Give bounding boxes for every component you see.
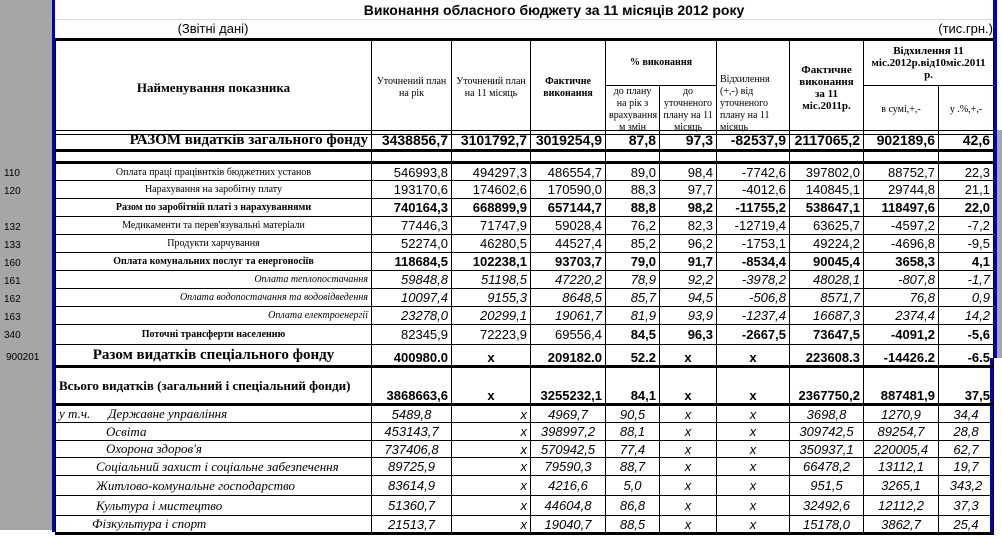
cell-value[interactable]: -4696,8 <box>864 235 939 253</box>
header-deviation[interactable]: Відхилення (+,-) від уточненого плану на 11 місяць <box>717 40 790 135</box>
cell-value[interactable]: 47220,2 <box>531 271 606 289</box>
cell-value[interactable]: 19061,7 <box>531 307 606 325</box>
row-label[interactable]: Разом видатків спеціального фонду <box>56 345 372 367</box>
row-label[interactable]: Оплата електроенергії <box>56 307 372 325</box>
breakdown-name: Державне управління <box>108 406 228 421</box>
cell-value[interactable]: 223608.3 <box>790 345 864 367</box>
cell-value[interactable]: -12719,4 <box>717 217 790 235</box>
cell-value[interactable]: 44527,4 <box>531 235 606 253</box>
cell-value[interactable]: x <box>717 441 790 458</box>
cell-value[interactable]: x <box>717 405 790 423</box>
cell-value[interactable]: 350937,1 <box>790 441 864 458</box>
cell-value[interactable]: 88,7 <box>606 458 660 476</box>
cell-value[interactable]: 90045,4 <box>790 253 864 271</box>
cell-value[interactable]: 5,0 <box>606 476 660 496</box>
cell-value[interactable]: 88,5 <box>606 516 660 534</box>
units-label: (тис.грн.) <box>938 21 993 36</box>
cell-value[interactable]: 3255232,1 <box>531 367 606 405</box>
cell-value[interactable]: 52.2 <box>606 345 660 367</box>
cell-value[interactable]: x <box>660 367 717 405</box>
cell-value[interactable]: 397802,0 <box>790 163 864 181</box>
cell-value[interactable]: 209182.0 <box>531 345 606 367</box>
cell-value[interactable]: x <box>717 476 790 496</box>
empty-cell[interactable] <box>660 151 717 163</box>
cell-value[interactable]: x <box>660 441 717 458</box>
cell-value[interactable]: x <box>452 476 531 496</box>
cell-value[interactable]: x <box>717 496 790 516</box>
cell-value[interactable]: 34,4 <box>939 405 994 423</box>
header-pct-group[interactable]: % виконання <box>606 40 717 86</box>
budget-code: 163 <box>4 312 21 323</box>
cell-value[interactable]: -1,7 <box>939 271 994 289</box>
row-label[interactable]: Разом по заробітній платі з нарахуваннями <box>56 199 372 217</box>
cell-value[interactable]: -807,8 <box>864 271 939 289</box>
cell-value[interactable]: 86,8 <box>606 496 660 516</box>
cell-value[interactable]: 42,6 <box>939 131 994 151</box>
cell-value[interactable]: 69556,4 <box>531 325 606 345</box>
cell-value[interactable]: 87,8 <box>606 131 660 151</box>
breakdown-row <box>56 405 994 423</box>
cell-value[interactable]: 494297,3 <box>452 163 531 181</box>
cell-value[interactable]: 93703,7 <box>531 253 606 271</box>
budget-code: 161 <box>4 276 21 287</box>
empty-cell[interactable] <box>56 151 372 163</box>
budget-code: 132 <box>4 222 21 233</box>
cell-value[interactable]: x <box>717 516 790 534</box>
cell-value[interactable]: 174602,6 <box>452 181 531 199</box>
cell-value[interactable]: 22,3 <box>939 163 994 181</box>
cell-value[interactable]: 8571,7 <box>790 289 864 307</box>
cell-value[interactable]: 32492,6 <box>790 496 864 516</box>
cell-value[interactable]: 88752,7 <box>864 163 939 181</box>
cell-value[interactable]: 4,1 <box>939 253 994 271</box>
cell-value[interactable]: 400980.0 <box>372 345 452 367</box>
cell-value[interactable]: 92,2 <box>660 271 717 289</box>
cell-value[interactable]: 88,1 <box>606 423 660 441</box>
cell-value[interactable]: 77446,3 <box>372 217 452 235</box>
cell-value[interactable]: 170590,0 <box>531 181 606 199</box>
cell-value[interactable]: 71747,9 <box>452 217 531 235</box>
cell-value[interactable]: 44604,8 <box>531 496 606 516</box>
cell-value[interactable]: 951,5 <box>790 476 864 496</box>
cell-value[interactable]: -506,8 <box>717 289 790 307</box>
cell-value[interactable]: 98,4 <box>660 163 717 181</box>
cell-value[interactable]: 62,7 <box>939 441 994 458</box>
empty-cell[interactable] <box>372 151 452 163</box>
empty-cell[interactable] <box>790 151 864 163</box>
cell-value[interactable]: 83614,9 <box>372 476 452 496</box>
cell-value[interactable]: -4091,2 <box>864 325 939 345</box>
cell-value[interactable]: 84,1 <box>606 367 660 405</box>
cell-value[interactable]: 78,9 <box>606 271 660 289</box>
cell-value[interactable]: 902189,6 <box>864 131 939 151</box>
budget-code: 340 <box>4 330 21 341</box>
cell-value[interactable]: 4969,7 <box>531 405 606 423</box>
empty-cell[interactable] <box>939 151 994 163</box>
cell-value[interactable]: 25,4 <box>939 516 994 534</box>
cell-value[interactable]: 59848,8 <box>372 271 452 289</box>
cell-value[interactable]: 89254,7 <box>864 423 939 441</box>
breakdown-row <box>56 423 994 441</box>
budget-code: 110 <box>4 168 20 179</box>
cell-value[interactable]: -6.5 <box>939 345 994 367</box>
cell-value[interactable]: 309742,5 <box>790 423 864 441</box>
cell-value[interactable]: 94,5 <box>660 289 717 307</box>
cell-value[interactable]: x <box>660 496 717 516</box>
header-actual-2011[interactable]: Фактичне виконання за 11 міс.2011р. <box>790 40 864 135</box>
breakdown-row <box>56 496 994 516</box>
cell-value[interactable]: 1270,9 <box>864 405 939 423</box>
cell-value[interactable]: -1237,4 <box>717 307 790 325</box>
row-label[interactable]: Житлово-комунальне господарство <box>56 476 372 496</box>
data-table <box>55 130 994 535</box>
table-row <box>56 307 994 325</box>
cell-value[interactable]: 63625,7 <box>790 217 864 235</box>
cell-value[interactable]: 73647,5 <box>790 325 864 345</box>
cell-value[interactable]: 668899,9 <box>452 199 531 217</box>
breakdown-row <box>56 441 994 458</box>
header-dev-group[interactable]: Відхилення 11 міс.2012р.від10міс.2011 р. <box>864 40 994 86</box>
cell-value[interactable]: 88,8 <box>606 199 660 217</box>
cell-value[interactable]: 22,0 <box>939 199 994 217</box>
header-table <box>55 38 994 135</box>
cell-value[interactable]: 538647,1 <box>790 199 864 217</box>
cell-value[interactable]: -1753,1 <box>717 235 790 253</box>
cell-value[interactable]: 486554,7 <box>531 163 606 181</box>
cell-value[interactable]: 3019254,9 <box>531 131 606 151</box>
cell-value[interactable]: x <box>717 423 790 441</box>
table-row <box>56 163 994 181</box>
cell-value[interactable]: 3265,1 <box>864 476 939 496</box>
cell-value[interactable]: 19,7 <box>939 458 994 476</box>
cell-value[interactable]: 10097,4 <box>372 289 452 307</box>
cell-value[interactable]: -4597,2 <box>864 217 939 235</box>
empty-cell[interactable] <box>864 151 939 163</box>
cell-value[interactable]: 15178,0 <box>790 516 864 534</box>
cell-value[interactable]: 12112,2 <box>864 496 939 516</box>
cell-value[interactable]: x <box>660 345 717 367</box>
table-row <box>56 199 994 217</box>
cell-value[interactable]: 19040,7 <box>531 516 606 534</box>
cell-value[interactable]: 3658,3 <box>864 253 939 271</box>
cell-value[interactable]: 98,2 <box>660 199 717 217</box>
general-fund-total-row <box>56 131 994 151</box>
cell-value[interactable]: 9155,3 <box>452 289 531 307</box>
cell-value[interactable]: 2367750,2 <box>790 367 864 405</box>
cell-value[interactable]: 89,0 <box>606 163 660 181</box>
cell-value[interactable]: x <box>660 516 717 534</box>
cell-value[interactable]: x <box>452 496 531 516</box>
cell-value[interactable]: x <box>660 405 717 423</box>
cell-value[interactable]: 29744,8 <box>864 181 939 199</box>
cell-value[interactable]: 82345,9 <box>372 325 452 345</box>
cell-value[interactable]: 2117065,2 <box>790 131 864 151</box>
cell-value[interactable]: x <box>660 476 717 496</box>
row-label[interactable]: Оплата праці працівнтків бюджетних установ <box>56 163 372 181</box>
cell-value[interactable]: 90,5 <box>606 405 660 423</box>
cell-value[interactable]: 97,7 <box>660 181 717 199</box>
row-label[interactable] <box>56 405 372 423</box>
cell-value[interactable]: x <box>660 458 717 476</box>
cell-value[interactable]: 3698,8 <box>790 405 864 423</box>
header-plan-11m[interactable]: Уточнений план на 11 місяць <box>452 40 531 135</box>
cell-value[interactable]: 220005,4 <box>864 441 939 458</box>
row-label[interactable]: Поточні трансферти населенню <box>56 325 372 345</box>
row-label[interactable]: Оплата комунальних послуг та енергоносіїв <box>56 253 372 271</box>
header-pct-year[interactable]: до плану на рік з врахування м змін <box>606 86 660 135</box>
cell-value[interactable]: -8534,4 <box>717 253 790 271</box>
table-row <box>56 217 994 235</box>
cell-value[interactable]: 97,3 <box>660 131 717 151</box>
cell-value[interactable]: x <box>452 441 531 458</box>
cell-value[interactable]: x <box>452 367 531 405</box>
row-label[interactable]: Освіта <box>56 423 372 441</box>
cell-value[interactable]: 3438856,7 <box>372 131 452 151</box>
table-row <box>56 181 994 199</box>
cell-value[interactable]: 398997,2 <box>531 423 606 441</box>
cell-value[interactable]: 14,2 <box>939 307 994 325</box>
cell-value[interactable]: 89725,9 <box>372 458 452 476</box>
cell-value[interactable]: 3862,7 <box>864 516 939 534</box>
row-label[interactable]: Фізкультура і спорт <box>56 516 372 534</box>
cell-value[interactable]: 5489,8 <box>372 405 452 423</box>
cell-value[interactable]: 79590,3 <box>531 458 606 476</box>
cell-value[interactable]: 21513,7 <box>372 516 452 534</box>
breakdown-prefix: у т.ч. <box>59 406 91 421</box>
budget-code: 162 <box>4 294 21 305</box>
cell-value[interactable]: 4216,6 <box>531 476 606 496</box>
cell-value[interactable]: 84,5 <box>606 325 660 345</box>
cell-value[interactable]: -11755,2 <box>717 199 790 217</box>
cell-value[interactable]: 570942,5 <box>531 441 606 458</box>
cell-value[interactable]: 52274,0 <box>372 235 452 253</box>
row-label[interactable]: Оплата теплопостачання <box>56 271 372 289</box>
cell-value[interactable]: -7,2 <box>939 217 994 235</box>
row-label[interactable]: Соціальний захист і соціальне забезпечення <box>56 458 372 476</box>
cell-value[interactable]: 20299,1 <box>452 307 531 325</box>
cell-value[interactable]: 343,2 <box>939 476 994 496</box>
row-label[interactable]: Культура і мистецтво <box>56 496 372 516</box>
cell-value[interactable]: -14426.2 <box>864 345 939 367</box>
cell-value[interactable]: 0,9 <box>939 289 994 307</box>
cell-value[interactable]: 37,3 <box>939 496 994 516</box>
row-label[interactable]: Охорона здоров'я <box>56 441 372 458</box>
empty-cell[interactable] <box>717 151 790 163</box>
cell-value[interactable]: 453143,7 <box>372 423 452 441</box>
cell-value[interactable]: x <box>452 516 531 534</box>
cell-value[interactable]: 85,7 <box>606 289 660 307</box>
breakdown-row <box>56 516 994 534</box>
special-fund-total-row <box>56 345 994 367</box>
cell-value[interactable]: 79,0 <box>606 253 660 271</box>
row-label[interactable]: Оплата водопостачання та водовідведення <box>56 289 372 307</box>
cell-value[interactable]: 91,7 <box>660 253 717 271</box>
header-plan-year[interactable]: Уточнений план на рік <box>372 40 452 135</box>
cell-value[interactable]: 23278,0 <box>372 307 452 325</box>
cell-value[interactable]: -7742,6 <box>717 163 790 181</box>
cell-value[interactable]: 81,9 <box>606 307 660 325</box>
cell-value[interactable]: 85,2 <box>606 235 660 253</box>
header-pct-11m[interactable]: до уточненого плану на 11 місяць <box>660 86 717 135</box>
cell-value[interactable]: -5,6 <box>939 325 994 345</box>
cell-value[interactable]: 51360,7 <box>372 496 452 516</box>
cell-value[interactable]: 118497,6 <box>864 199 939 217</box>
cell-value[interactable]: 77,4 <box>606 441 660 458</box>
cell-value[interactable]: 96,2 <box>660 235 717 253</box>
row-label[interactable]: Продукти харчування <box>56 235 372 253</box>
cell-value[interactable]: 49224,2 <box>790 235 864 253</box>
cell-value[interactable]: 28,8 <box>939 423 994 441</box>
cell-value[interactable]: x <box>660 423 717 441</box>
cell-value[interactable]: 546993,8 <box>372 163 452 181</box>
cell-value[interactable]: -3978,2 <box>717 271 790 289</box>
cell-value[interactable]: 13112,1 <box>864 458 939 476</box>
cell-value[interactable]: 51198,5 <box>452 271 531 289</box>
cell-value[interactable]: -9,5 <box>939 235 994 253</box>
table-row <box>56 289 994 307</box>
cell-value[interactable]: 3868663,6 <box>372 367 452 405</box>
header-dev-pct[interactable]: у .%,+,- <box>939 86 994 135</box>
cell-value[interactable]: 118684,5 <box>372 253 452 271</box>
cell-value[interactable]: 48028,1 <box>790 271 864 289</box>
breakdown-row <box>56 458 994 476</box>
cell-value[interactable]: x <box>452 405 531 423</box>
table-row <box>56 235 994 253</box>
row-label[interactable]: Нарахування на заробітну плату <box>56 181 372 199</box>
row-label[interactable]: РАЗОМ видатків загального фонду <box>56 131 372 151</box>
cell-value[interactable]: 193170,6 <box>372 181 452 199</box>
cell-value[interactable]: -82537,9 <box>717 131 790 151</box>
breakdown-row <box>56 476 994 496</box>
report-title: Виконання обласного бюджету за 11 місяців 2012 року <box>363 2 745 18</box>
cell-value[interactable]: 46280,5 <box>452 235 531 253</box>
budget-code: 900201 <box>6 352 40 363</box>
header-actual[interactable]: Фактичне виконання <box>531 40 606 135</box>
cell-value[interactable]: x <box>717 367 790 405</box>
cell-value[interactable]: 21,1 <box>939 181 994 199</box>
cell-value[interactable]: 72223,9 <box>452 325 531 345</box>
cell-value[interactable]: 66478,2 <box>790 458 864 476</box>
empty-cell[interactable] <box>452 151 531 163</box>
table-row <box>56 271 994 289</box>
table-row <box>56 253 994 271</box>
cell-value[interactable]: x <box>452 345 531 367</box>
header-name[interactable]: Найменування показника <box>56 40 372 135</box>
cell-value[interactable]: x <box>717 345 790 367</box>
cell-value[interactable]: 3101792,7 <box>452 131 531 151</box>
budget-code: 120 <box>4 186 21 197</box>
cell-value[interactable]: 740164,3 <box>372 199 452 217</box>
gray-edge <box>997 130 1002 358</box>
all-funds-total-row <box>56 367 994 405</box>
empty-cell[interactable] <box>531 151 606 163</box>
cell-value[interactable]: 657144,7 <box>531 199 606 217</box>
cell-value[interactable]: 102238,1 <box>452 253 531 271</box>
spacer-row <box>56 151 994 163</box>
cell-value[interactable]: x <box>717 458 790 476</box>
budget-code: 160 <box>4 258 21 269</box>
row-label[interactable]: Медикаменти та перев'язувальні матеріали <box>56 217 372 235</box>
cell-value[interactable]: 82,3 <box>660 217 717 235</box>
cell-value[interactable]: 93,9 <box>660 307 717 325</box>
header-dev-sum[interactable]: в сумі,+,- <box>864 86 939 135</box>
report-subtitle: (Звітні дані) <box>177 21 249 36</box>
cell-value[interactable]: 88,3 <box>606 181 660 199</box>
cell-value[interactable]: 59028,4 <box>531 217 606 235</box>
cell-value[interactable]: 96,3 <box>660 325 717 345</box>
cell-value[interactable]: x <box>452 458 531 476</box>
cell-value[interactable]: -2667,5 <box>717 325 790 345</box>
cell-value[interactable]: x <box>452 423 531 441</box>
cell-value[interactable]: 887481,9 <box>864 367 939 405</box>
table-row <box>56 325 994 345</box>
cell-value[interactable]: 16687,3 <box>790 307 864 325</box>
cell-value[interactable]: 737406,8 <box>372 441 452 458</box>
empty-cell[interactable] <box>606 151 660 163</box>
cell-value[interactable]: 76,2 <box>606 217 660 235</box>
cell-value[interactable]: 2374,4 <box>864 307 939 325</box>
cell-value[interactable]: 140845,1 <box>790 181 864 199</box>
row-label[interactable]: Всього видатків (загальний і спеціальний фонди) <box>56 367 372 405</box>
cell-value[interactable]: 8648,5 <box>531 289 606 307</box>
budget-code: 133 <box>4 240 21 251</box>
cell-value[interactable]: 76,8 <box>864 289 939 307</box>
cell-value[interactable]: 37,5 <box>939 367 994 405</box>
cell-value[interactable]: -4012,6 <box>717 181 790 199</box>
